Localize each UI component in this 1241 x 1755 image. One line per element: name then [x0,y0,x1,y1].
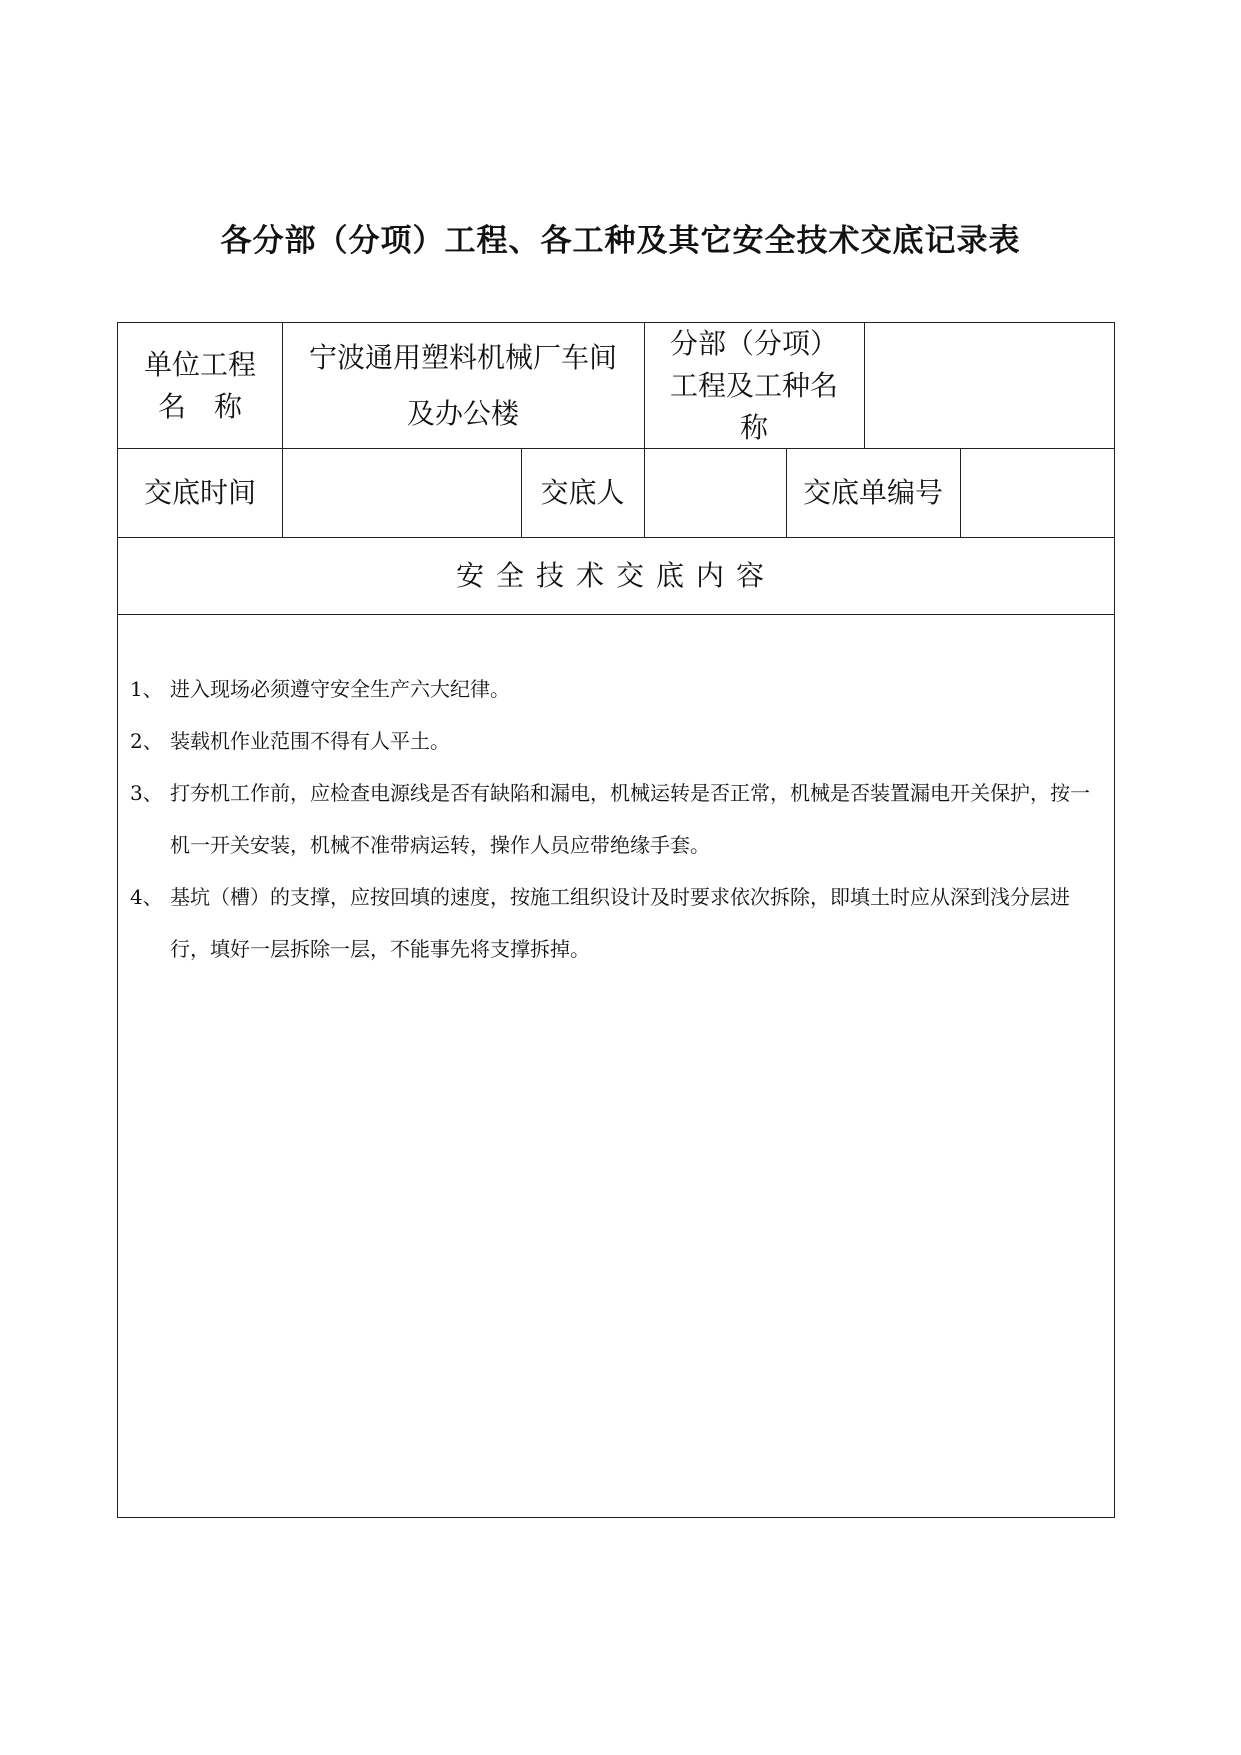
sheet-number-label: 交底单编号 [802,475,943,509]
list-item [130,767,1105,871]
sheet-number-value[interactable] [960,448,1114,537]
briefing-items [130,663,1105,975]
subproject-label-line3: 称 [739,410,768,444]
document-title: 各分部（分项）工程、各工种及其它安全技术交底记录表 [220,223,1021,259]
unit-project-label [118,323,282,448]
subproject-value[interactable] [864,323,1114,448]
subproject-label-line1: 分部（分项） [669,326,838,360]
subproject-label-line2: 工程及工种名 [669,368,838,402]
unit-project-label-line2: 名 称 [157,389,242,423]
briefer-value[interactable] [644,448,786,537]
unit-project-label-line1: 单位工程 [143,347,256,381]
list-item [130,871,1105,975]
content-heading: 安全技术交底内容 [455,558,776,592]
briefing-time-label: 交底时间 [143,475,256,509]
briefing-time-value[interactable] [282,448,521,537]
subproject-label [644,323,864,448]
unit-project-value-line1: 宁波通用塑料机械厂车间 [308,340,617,374]
item-text: 装载机作业范围不得有人平土。 [170,729,450,753]
item-text: 进入现场必须遵守安全生产六大纪律。 [170,677,510,701]
item-number: 2、 [130,729,163,753]
briefer-label: 交底人 [540,475,625,509]
briefing-record-table [117,322,1115,1518]
list-item [130,715,1105,767]
item-text: 基坑（槽）的支撑，应按回填的速度，按施工组织设计及时要求依次拆除，即填土时应从深到浅分层进行，填好一层拆除一层，不能事先将支撑拆掉。 [170,885,1070,961]
item-number: 3、 [130,781,163,805]
list-item [130,663,1105,715]
unit-project-value [282,323,644,448]
item-number: 1、 [130,677,163,701]
item-text: 打夯机工作前，应检查电源线是否有缺陷和漏电，机械运转是否正常，机械是否装置漏电开关保护，按一机一开关安装，机械不准带病运转，操作人员应带绝缘手套。 [170,781,1090,857]
unit-project-value-line2: 及办公楼 [406,396,519,430]
item-number: 4、 [130,885,163,909]
